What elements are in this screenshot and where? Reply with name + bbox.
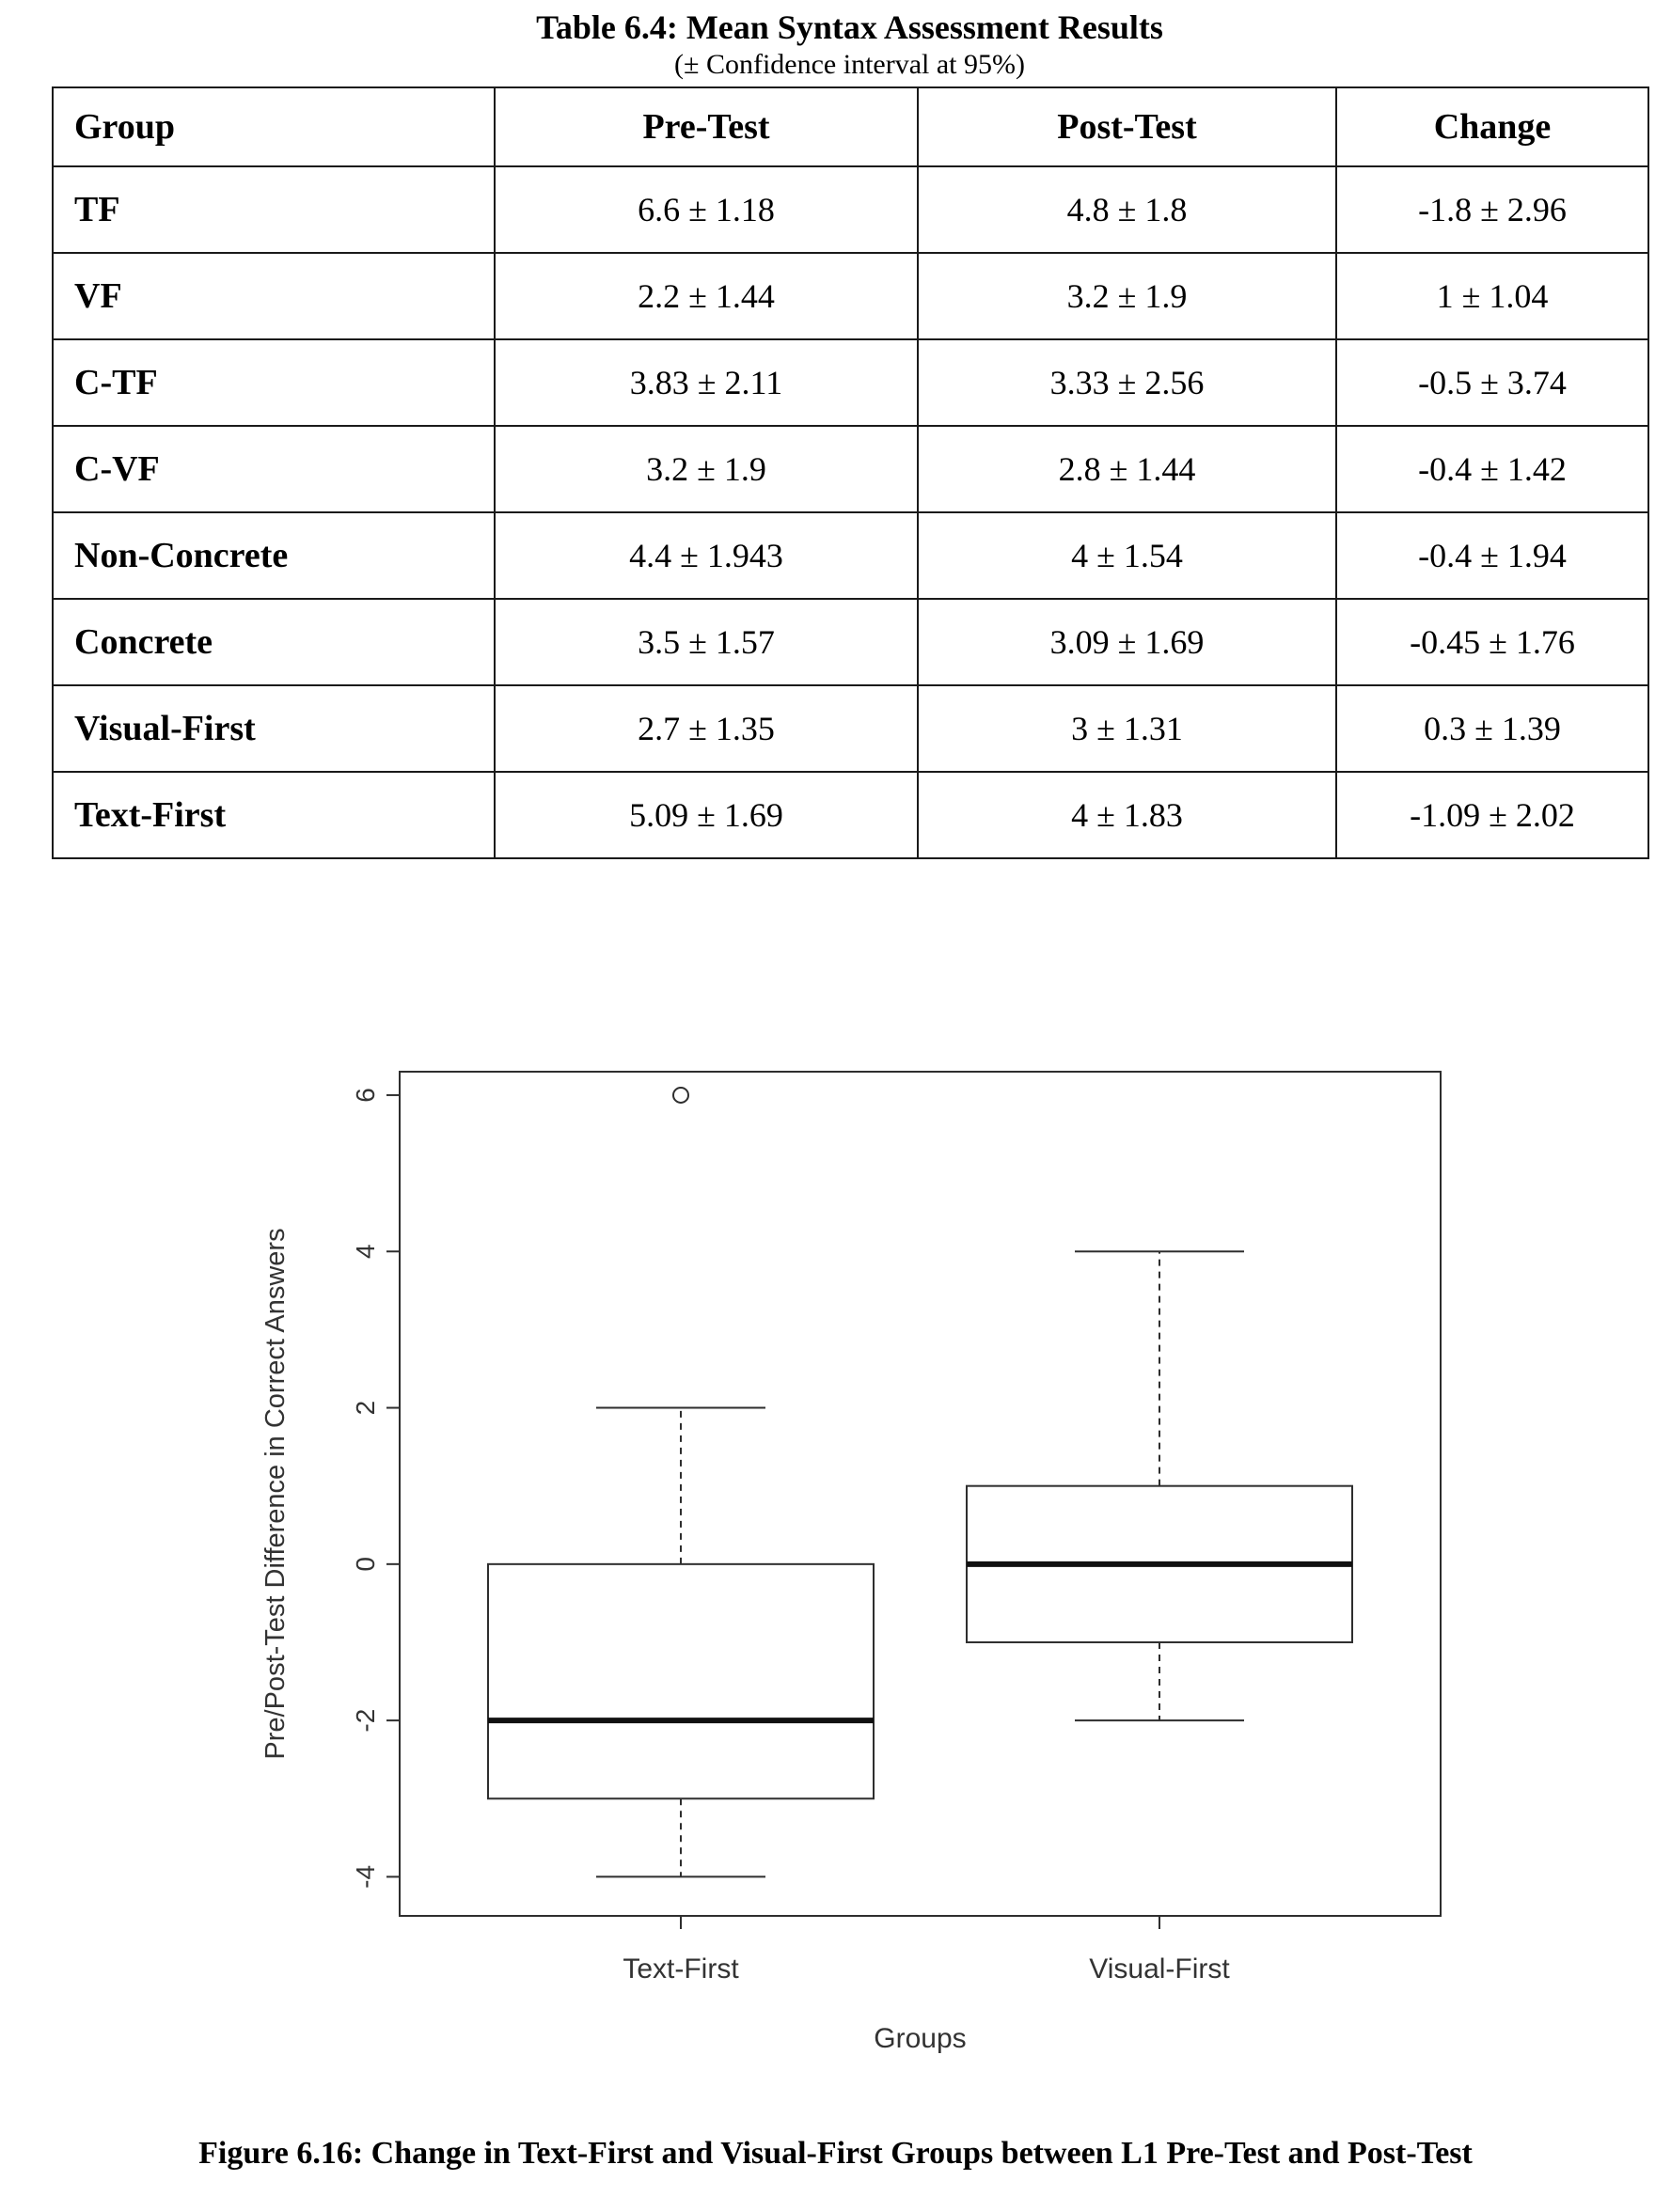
cell-pre-test: 5.09 ± 1.69 [495, 772, 918, 858]
cell-pre-test: 3.83 ± 2.11 [495, 339, 918, 426]
table-row [53, 599, 1648, 685]
table-row [53, 685, 1648, 772]
cell-group: Visual-First [53, 685, 495, 772]
cell-pre-test: 2.7 ± 1.35 [495, 685, 918, 772]
table-row [53, 166, 1648, 253]
cell-pre-test: 4.4 ± 1.943 [495, 512, 918, 599]
boxplot-figure [0, 1034, 1671, 2125]
y-tick-label: -2 [351, 1708, 380, 1733]
iqr-box [488, 1564, 874, 1798]
cell-post-test: 4 ± 1.54 [918, 512, 1336, 599]
cell-change: -0.4 ± 1.42 [1336, 426, 1648, 512]
cell-group: TF [53, 166, 495, 253]
cell-post-test: 3.2 ± 1.9 [918, 253, 1336, 339]
cell-group: Concrete [53, 599, 495, 685]
table-row [53, 339, 1648, 426]
table-subtitle: (± Confidence interval at 95%) [674, 49, 1025, 80]
cell-post-test: 3.09 ± 1.69 [918, 599, 1336, 685]
table-header-row [53, 87, 1648, 166]
results-table [52, 86, 1649, 859]
y-tick-label: 6 [351, 1088, 380, 1103]
cell-change: -1.09 ± 2.02 [1336, 772, 1648, 858]
cell-group: C-VF [53, 426, 495, 512]
cell-change: -0.5 ± 3.74 [1336, 339, 1648, 426]
y-tick-label: 2 [351, 1400, 380, 1416]
x-axis-title: Groups [874, 2023, 967, 2054]
x-tick-label: Text-First [623, 1953, 739, 1985]
header-pre-test: Pre-Test [495, 87, 918, 166]
header-post-test: Post-Test [918, 87, 1336, 166]
cell-group: Text-First [53, 772, 495, 858]
cell-group: Non-Concrete [53, 512, 495, 599]
y-tick-label: 0 [351, 1557, 380, 1572]
cell-pre-test: 2.2 ± 1.44 [495, 253, 918, 339]
cell-post-test: 3.33 ± 2.56 [918, 339, 1336, 426]
cell-group: VF [53, 253, 495, 339]
cell-group: C-TF [53, 339, 495, 426]
x-tick-label: Visual-First [1089, 1953, 1230, 1985]
figure-caption: Figure 6.16: Change in Text-First and Visual-First Groups between L1 Pre-Test and Post-Test [198, 2136, 1473, 2171]
y-tick-label: 4 [351, 1244, 380, 1260]
table-row [53, 512, 1648, 599]
cell-pre-test: 6.6 ± 1.18 [495, 166, 918, 253]
cell-change: -0.4 ± 1.94 [1336, 512, 1648, 599]
table-title: Table 6.4: Mean Syntax Assessment Results [536, 8, 1163, 46]
cell-change: -1.8 ± 2.96 [1336, 166, 1648, 253]
cell-post-test: 4 ± 1.83 [918, 772, 1336, 858]
cell-post-test: 4.8 ± 1.8 [918, 166, 1336, 253]
cell-post-test: 2.8 ± 1.44 [918, 426, 1336, 512]
cell-pre-test: 3.2 ± 1.9 [495, 426, 918, 512]
cell-change: 0.3 ± 1.39 [1336, 685, 1648, 772]
table-row [53, 426, 1648, 512]
cell-change: 1 ± 1.04 [1336, 253, 1648, 339]
cell-pre-test: 3.5 ± 1.57 [495, 599, 918, 685]
header-change: Change [1336, 87, 1648, 166]
table-row [53, 772, 1648, 858]
cell-post-test: 3 ± 1.31 [918, 685, 1336, 772]
cell-change: -0.45 ± 1.76 [1336, 599, 1648, 685]
table-row [53, 253, 1648, 339]
outlier-point [673, 1088, 688, 1103]
y-axis-title: Pre/Post-Test Difference in Correct Answers [260, 1228, 291, 1760]
header-group: Group [53, 87, 495, 166]
y-tick-label: -4 [351, 1864, 380, 1889]
